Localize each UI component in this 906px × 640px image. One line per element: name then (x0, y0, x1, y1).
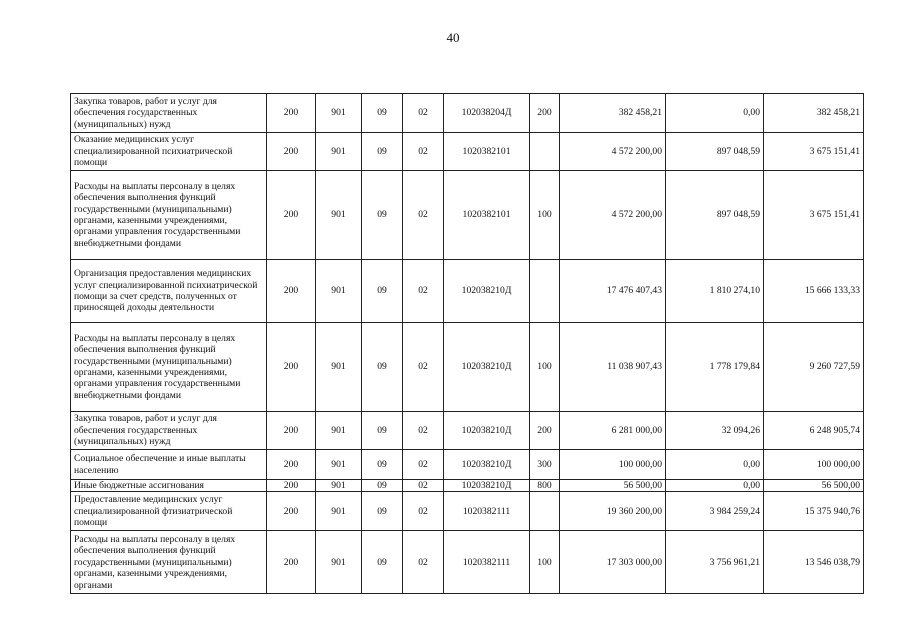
cell-section: 09 (362, 133, 403, 171)
table-row (71, 480, 864, 492)
cell-executed-amount: 0,00 (666, 94, 764, 133)
cell-planned-amount: 17 476 407,43 (560, 260, 666, 323)
cell-subsection: 02 (403, 450, 444, 480)
cell-planned-amount: 56 500,00 (560, 480, 666, 492)
cell-expense-kind: 800 (530, 480, 560, 492)
cell-expense-kind (530, 492, 560, 531)
cell-executed-amount: 3 984 259,24 (666, 492, 764, 531)
cell-subsection: 02 (403, 412, 444, 450)
cell-subsection: 02 (403, 531, 444, 594)
cell-section: 09 (362, 450, 403, 480)
cell-remaining-amount: 56 500,00 (764, 480, 864, 492)
cell-target-article: 1020382101 (444, 171, 530, 260)
cell-item-name: Оказание медицинских услуг специализированной психиатрической помощи (71, 133, 267, 171)
cell-item-name: Расходы на выплаты персоналу в целях обеспечения выполнения функций государственными (муниципальными) органами, казенными учреждениями, органами (71, 531, 267, 594)
cell-admin-code: 901 (316, 94, 362, 133)
cell-item-name: Расходы на выплаты персоналу в целях обеспечения выполнения функций государственными (муниципальными) органами, казенными учреждениями, органами управления государственными внебюджетными фондами (71, 323, 267, 412)
cell-code: 200 (267, 412, 316, 450)
cell-code: 200 (267, 260, 316, 323)
cell-executed-amount: 0,00 (666, 450, 764, 480)
cell-admin-code: 901 (316, 260, 362, 323)
cell-planned-amount: 6 281 000,00 (560, 412, 666, 450)
cell-target-article: 102038210Д (444, 323, 530, 412)
cell-remaining-amount: 15 666 133,33 (764, 260, 864, 323)
cell-executed-amount: 1 810 274,10 (666, 260, 764, 323)
cell-code: 200 (267, 323, 316, 412)
cell-code: 200 (267, 480, 316, 492)
cell-section: 09 (362, 260, 403, 323)
cell-subsection: 02 (403, 492, 444, 531)
table-row (71, 171, 864, 260)
cell-target-article: 1020382111 (444, 531, 530, 594)
cell-section: 09 (362, 323, 403, 412)
cell-executed-amount: 0,00 (666, 480, 764, 492)
cell-subsection: 02 (403, 260, 444, 323)
cell-section: 09 (362, 480, 403, 492)
cell-executed-amount: 32 094,26 (666, 412, 764, 450)
cell-item-name: Закупка товаров, работ и услуг для обеспечения государственных (муниципальных) нужд (71, 94, 267, 133)
table-row (71, 531, 864, 594)
cell-subsection: 02 (403, 133, 444, 171)
cell-section: 09 (362, 531, 403, 594)
cell-code: 200 (267, 492, 316, 531)
cell-planned-amount: 19 360 200,00 (560, 492, 666, 531)
table-row (71, 323, 864, 412)
cell-remaining-amount: 3 675 151,41 (764, 133, 864, 171)
cell-remaining-amount: 6 248 905,74 (764, 412, 864, 450)
cell-admin-code: 901 (316, 492, 362, 531)
cell-admin-code: 901 (316, 323, 362, 412)
cell-executed-amount: 1 778 179,84 (666, 323, 764, 412)
table-row (71, 133, 864, 171)
table-body (71, 94, 864, 594)
cell-target-article: 102038210Д (444, 480, 530, 492)
cell-subsection: 02 (403, 94, 444, 133)
cell-admin-code: 901 (316, 450, 362, 480)
cell-planned-amount: 100 000,00 (560, 450, 666, 480)
cell-expense-kind: 100 (530, 531, 560, 594)
cell-planned-amount: 17 303 000,00 (560, 531, 666, 594)
cell-remaining-amount: 382 458,21 (764, 94, 864, 133)
table-row (71, 260, 864, 323)
cell-target-article: 1020382111 (444, 492, 530, 531)
table-row (71, 412, 864, 450)
cell-item-name: Организация предоставления медицинских услуг специализированной психиатрической помощи за счет средств, полученных от приносящей доходы деятельности (71, 260, 267, 323)
cell-admin-code: 901 (316, 171, 362, 260)
table-row (71, 450, 864, 480)
cell-subsection: 02 (403, 480, 444, 492)
cell-item-name: Предоставление медицинских услуг специализированной фтизиатрической помощи (71, 492, 267, 531)
cell-code: 200 (267, 94, 316, 133)
cell-expense-kind (530, 260, 560, 323)
cell-executed-amount: 897 048,59 (666, 171, 764, 260)
cell-subsection: 02 (403, 323, 444, 412)
cell-item-name: Иные бюджетные ассигнования (71, 480, 267, 492)
cell-target-article: 102038204Д (444, 94, 530, 133)
cell-section: 09 (362, 171, 403, 260)
cell-planned-amount: 11 038 907,43 (560, 323, 666, 412)
cell-target-article: 1020382101 (444, 133, 530, 171)
cell-code: 200 (267, 450, 316, 480)
cell-expense-kind: 200 (530, 412, 560, 450)
cell-item-name: Расходы на выплаты персоналу в целях обеспечения выполнения функций государственными (муниципальными) органами, казенными учреждениями, органами управления государственными внебюджетными фондами (71, 171, 267, 260)
cell-planned-amount: 4 572 200,00 (560, 133, 666, 171)
cell-admin-code: 901 (316, 133, 362, 171)
cell-expense-kind: 100 (530, 323, 560, 412)
cell-remaining-amount: 15 375 940,76 (764, 492, 864, 531)
cell-admin-code: 901 (316, 531, 362, 594)
cell-remaining-amount: 13 546 038,79 (764, 531, 864, 594)
cell-target-article: 102038210Д (444, 450, 530, 480)
cell-target-article: 102038210Д (444, 412, 530, 450)
cell-code: 200 (267, 133, 316, 171)
cell-executed-amount: 897 048,59 (666, 133, 764, 171)
page-number: 40 (446, 30, 460, 45)
cell-executed-amount: 3 756 961,21 (666, 531, 764, 594)
cell-expense-kind (530, 133, 560, 171)
cell-code: 200 (267, 171, 316, 260)
cell-planned-amount: 4 572 200,00 (560, 171, 666, 260)
cell-item-name: Социальное обеспечение и иные выплаты населению (71, 450, 267, 480)
cell-remaining-amount: 3 675 151,41 (764, 171, 864, 260)
cell-subsection: 02 (403, 171, 444, 260)
cell-item-name: Закупка товаров, работ и услуг для обеспечения государственных (муниципальных) нужд (71, 412, 267, 450)
budget-table (70, 93, 864, 594)
cell-admin-code: 901 (316, 480, 362, 492)
cell-planned-amount: 382 458,21 (560, 94, 666, 133)
cell-code: 200 (267, 531, 316, 594)
table-row (71, 492, 864, 531)
table-row (71, 94, 864, 133)
cell-section: 09 (362, 492, 403, 531)
cell-section: 09 (362, 412, 403, 450)
cell-remaining-amount: 9 260 727,59 (764, 323, 864, 412)
cell-section: 09 (362, 94, 403, 133)
cell-target-article: 102038210Д (444, 260, 530, 323)
cell-admin-code: 901 (316, 412, 362, 450)
cell-expense-kind: 100 (530, 171, 560, 260)
cell-expense-kind: 200 (530, 94, 560, 133)
cell-expense-kind: 300 (530, 450, 560, 480)
cell-remaining-amount: 100 000,00 (764, 450, 864, 480)
